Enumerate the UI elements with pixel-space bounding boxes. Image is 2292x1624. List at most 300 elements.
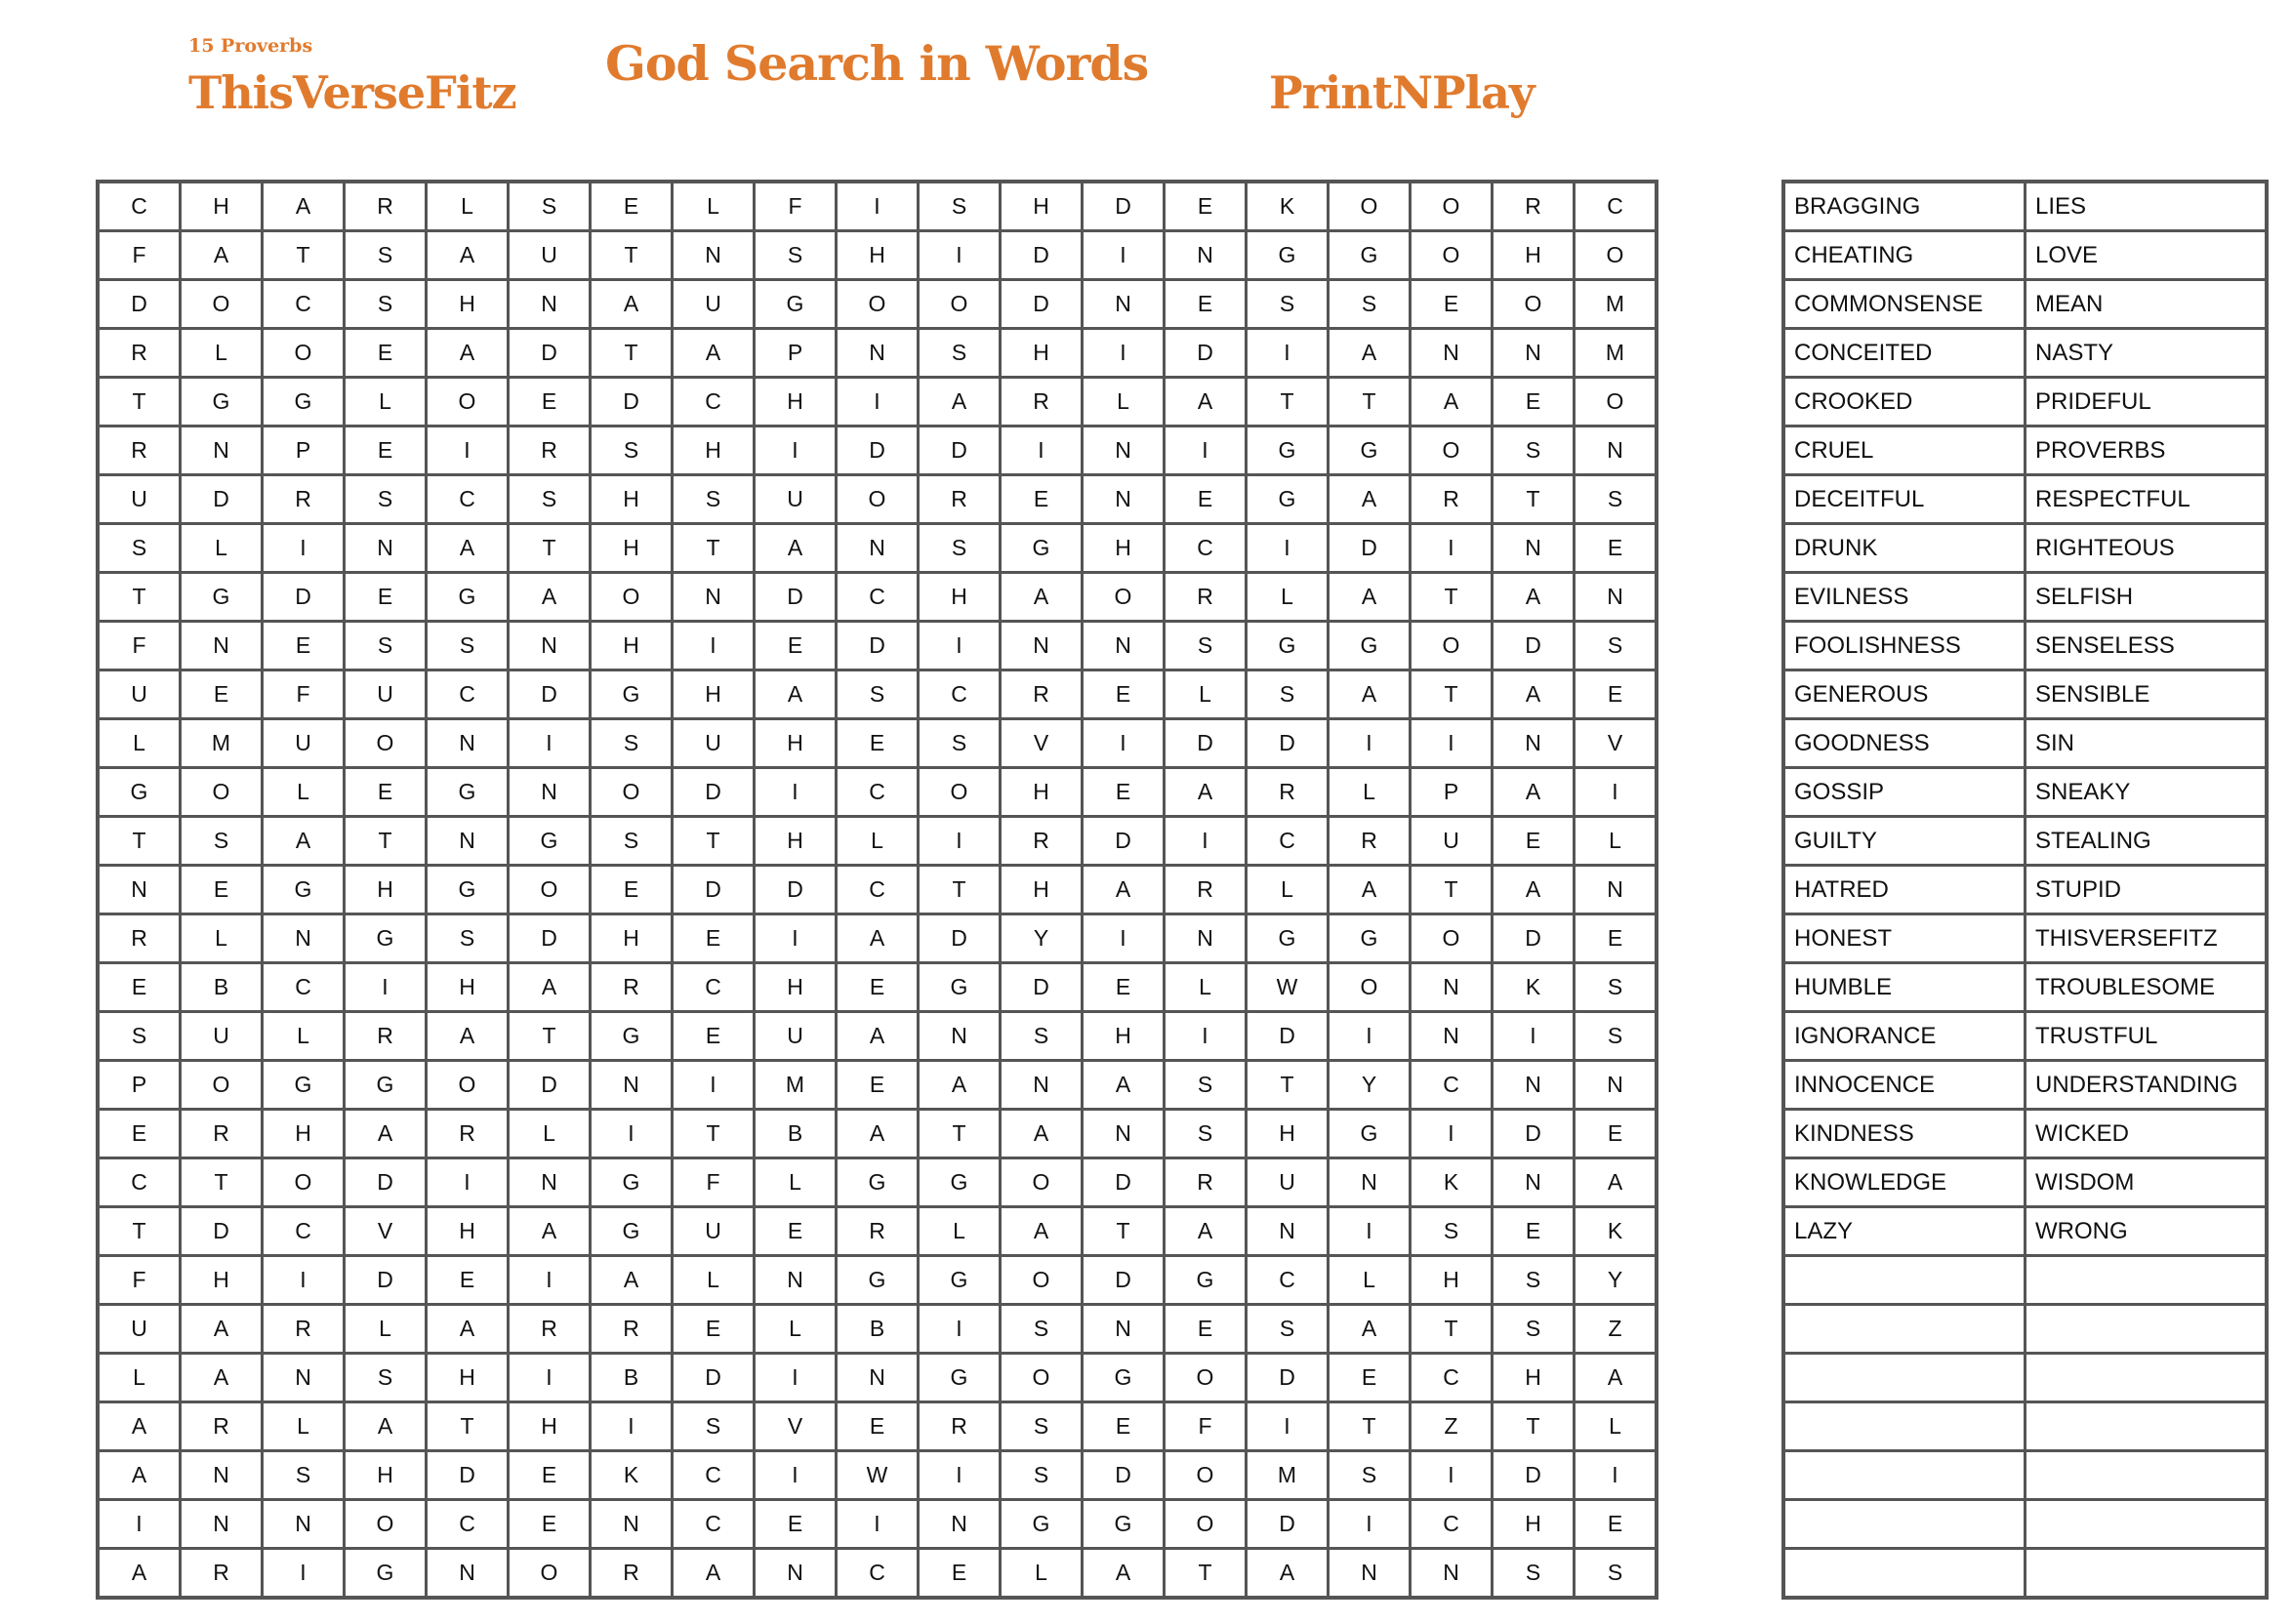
grid-cell[interactable]: I bbox=[1329, 1207, 1411, 1256]
grid-cell[interactable]: E bbox=[181, 670, 263, 719]
grid-cell[interactable]: I bbox=[1329, 1500, 1411, 1549]
grid-cell[interactable]: G bbox=[345, 1061, 427, 1110]
grid-cell[interactable]: E bbox=[1165, 280, 1247, 329]
grid-cell[interactable]: G bbox=[1247, 475, 1329, 524]
grid-cell[interactable]: O bbox=[509, 1549, 591, 1599]
grid-cell[interactable]: H bbox=[1083, 1012, 1165, 1061]
grid-cell[interactable]: S bbox=[1165, 1061, 1247, 1110]
grid-cell[interactable]: A bbox=[509, 573, 591, 622]
grid-cell[interactable]: T bbox=[1411, 670, 1493, 719]
grid-cell[interactable]: D bbox=[919, 914, 1001, 963]
grid-cell[interactable]: S bbox=[591, 817, 673, 866]
grid-cell[interactable]: W bbox=[837, 1451, 919, 1500]
grid-cell[interactable]: A bbox=[1165, 1207, 1247, 1256]
grid-cell[interactable]: U bbox=[1247, 1158, 1329, 1207]
grid-cell[interactable]: U bbox=[755, 1012, 837, 1061]
grid-cell[interactable]: N bbox=[919, 1012, 1001, 1061]
grid-cell[interactable]: N bbox=[427, 817, 509, 866]
grid-cell[interactable]: N bbox=[1329, 1158, 1411, 1207]
grid-cell[interactable]: I bbox=[837, 182, 919, 231]
grid-cell[interactable]: H bbox=[181, 182, 263, 231]
grid-cell[interactable]: A bbox=[345, 1402, 427, 1451]
grid-cell[interactable]: E bbox=[98, 963, 181, 1012]
grid-cell[interactable]: A bbox=[345, 1110, 427, 1158]
grid-cell[interactable]: D bbox=[345, 1158, 427, 1207]
grid-cell[interactable]: D bbox=[1247, 719, 1329, 768]
grid-cell[interactable]: D bbox=[509, 670, 591, 719]
grid-cell[interactable]: N bbox=[1165, 231, 1247, 280]
grid-cell[interactable]: I bbox=[1165, 817, 1247, 866]
grid-cell[interactable]: O bbox=[181, 1061, 263, 1110]
grid-cell[interactable]: O bbox=[1575, 378, 1658, 426]
grid-cell[interactable]: S bbox=[509, 182, 591, 231]
grid-cell[interactable]: N bbox=[509, 1158, 591, 1207]
grid-cell[interactable]: P bbox=[263, 426, 345, 475]
grid-cell[interactable]: T bbox=[1411, 573, 1493, 622]
grid-cell[interactable]: O bbox=[1493, 280, 1575, 329]
grid-cell[interactable]: G bbox=[1001, 1500, 1083, 1549]
grid-cell[interactable]: B bbox=[181, 963, 263, 1012]
grid-cell[interactable]: T bbox=[673, 1110, 755, 1158]
grid-cell[interactable]: L bbox=[1575, 1402, 1658, 1451]
grid-cell[interactable]: N bbox=[181, 1500, 263, 1549]
grid-cell[interactable]: N bbox=[1247, 1207, 1329, 1256]
grid-cell[interactable]: R bbox=[1411, 475, 1493, 524]
grid-cell[interactable]: A bbox=[509, 1207, 591, 1256]
grid-cell[interactable]: L bbox=[755, 1305, 837, 1354]
grid-cell[interactable]: E bbox=[1165, 1305, 1247, 1354]
grid-cell[interactable]: S bbox=[1575, 1549, 1658, 1599]
grid-cell[interactable]: G bbox=[1083, 1500, 1165, 1549]
grid-cell[interactable]: O bbox=[1575, 231, 1658, 280]
grid-cell[interactable]: E bbox=[1493, 1207, 1575, 1256]
grid-cell[interactable]: H bbox=[1493, 1500, 1575, 1549]
grid-cell[interactable]: N bbox=[509, 768, 591, 817]
grid-cell[interactable]: F bbox=[263, 670, 345, 719]
grid-cell[interactable]: S bbox=[1411, 1207, 1493, 1256]
grid-cell[interactable]: N bbox=[427, 719, 509, 768]
grid-cell[interactable]: I bbox=[98, 1500, 181, 1549]
grid-cell[interactable]: R bbox=[98, 329, 181, 378]
grid-cell[interactable]: D bbox=[1247, 1354, 1329, 1402]
grid-cell[interactable]: L bbox=[181, 329, 263, 378]
grid-cell[interactable]: N bbox=[1575, 866, 1658, 914]
grid-cell[interactable]: C bbox=[919, 670, 1001, 719]
grid-cell[interactable]: E bbox=[345, 329, 427, 378]
grid-cell[interactable]: L bbox=[1247, 573, 1329, 622]
grid-cell[interactable]: T bbox=[98, 378, 181, 426]
grid-cell[interactable]: T bbox=[98, 1207, 181, 1256]
grid-cell[interactable]: O bbox=[345, 1500, 427, 1549]
grid-cell[interactable]: S bbox=[1493, 426, 1575, 475]
grid-cell[interactable]: R bbox=[98, 914, 181, 963]
grid-cell[interactable]: O bbox=[591, 768, 673, 817]
grid-cell[interactable]: C bbox=[837, 866, 919, 914]
grid-cell[interactable]: G bbox=[427, 866, 509, 914]
grid-cell[interactable]: Z bbox=[1411, 1402, 1493, 1451]
grid-cell[interactable]: S bbox=[1493, 1549, 1575, 1599]
grid-cell[interactable]: S bbox=[345, 622, 427, 670]
grid-cell[interactable]: L bbox=[837, 817, 919, 866]
grid-cell[interactable]: E bbox=[755, 622, 837, 670]
grid-cell[interactable]: M bbox=[1575, 280, 1658, 329]
grid-cell[interactable]: H bbox=[1247, 1110, 1329, 1158]
grid-cell[interactable]: A bbox=[837, 1012, 919, 1061]
grid-cell[interactable]: I bbox=[345, 963, 427, 1012]
grid-cell[interactable]: I bbox=[1083, 231, 1165, 280]
grid-cell[interactable]: A bbox=[263, 817, 345, 866]
grid-cell[interactable]: L bbox=[98, 719, 181, 768]
grid-cell[interactable]: O bbox=[263, 329, 345, 378]
grid-cell[interactable]: O bbox=[509, 866, 591, 914]
grid-cell[interactable]: I bbox=[837, 1500, 919, 1549]
grid-cell[interactable]: A bbox=[1083, 866, 1165, 914]
grid-cell[interactable]: O bbox=[1411, 426, 1493, 475]
grid-cell[interactable]: D bbox=[427, 1451, 509, 1500]
grid-cell[interactable]: O bbox=[591, 573, 673, 622]
grid-cell[interactable]: R bbox=[1493, 182, 1575, 231]
grid-cell[interactable]: O bbox=[1083, 573, 1165, 622]
grid-cell[interactable]: E bbox=[509, 1500, 591, 1549]
grid-cell[interactable]: C bbox=[263, 1207, 345, 1256]
grid-cell[interactable]: A bbox=[1165, 378, 1247, 426]
grid-cell[interactable]: U bbox=[673, 280, 755, 329]
grid-cell[interactable]: N bbox=[509, 622, 591, 670]
grid-cell[interactable]: T bbox=[1247, 1061, 1329, 1110]
grid-cell[interactable]: G bbox=[1247, 622, 1329, 670]
grid-cell[interactable]: I bbox=[755, 1451, 837, 1500]
grid-cell[interactable]: N bbox=[1329, 1549, 1411, 1599]
grid-cell[interactable]: C bbox=[673, 963, 755, 1012]
grid-cell[interactable]: E bbox=[1083, 963, 1165, 1012]
grid-cell[interactable]: U bbox=[345, 670, 427, 719]
grid-cell[interactable]: R bbox=[263, 475, 345, 524]
grid-cell[interactable]: I bbox=[1247, 1402, 1329, 1451]
grid-cell[interactable]: C bbox=[263, 963, 345, 1012]
grid-cell[interactable]: T bbox=[1411, 866, 1493, 914]
grid-cell[interactable]: S bbox=[1165, 622, 1247, 670]
grid-cell[interactable]: E bbox=[837, 963, 919, 1012]
grid-cell[interactable]: N bbox=[591, 1500, 673, 1549]
grid-cell[interactable]: G bbox=[1329, 622, 1411, 670]
grid-cell[interactable]: M bbox=[1247, 1451, 1329, 1500]
grid-cell[interactable]: A bbox=[509, 963, 591, 1012]
grid-cell[interactable]: G bbox=[837, 1158, 919, 1207]
grid-cell[interactable]: T bbox=[673, 817, 755, 866]
grid-cell[interactable]: I bbox=[263, 524, 345, 573]
grid-cell[interactable]: A bbox=[1247, 1549, 1329, 1599]
grid-cell[interactable]: D bbox=[181, 1207, 263, 1256]
grid-cell[interactable]: A bbox=[98, 1402, 181, 1451]
grid-cell[interactable]: L bbox=[181, 914, 263, 963]
grid-cell[interactable]: H bbox=[591, 622, 673, 670]
grid-cell[interactable]: O bbox=[345, 719, 427, 768]
grid-cell[interactable]: D bbox=[1001, 280, 1083, 329]
grid-cell[interactable]: V bbox=[1001, 719, 1083, 768]
grid-cell[interactable]: H bbox=[1001, 182, 1083, 231]
grid-cell[interactable]: N bbox=[1083, 475, 1165, 524]
grid-cell[interactable]: A bbox=[98, 1451, 181, 1500]
grid-cell[interactable]: T bbox=[427, 1402, 509, 1451]
grid-cell[interactable]: I bbox=[919, 231, 1001, 280]
grid-cell[interactable]: I bbox=[1411, 1110, 1493, 1158]
grid-cell[interactable]: R bbox=[591, 963, 673, 1012]
grid-cell[interactable]: A bbox=[1493, 866, 1575, 914]
grid-cell[interactable]: B bbox=[591, 1354, 673, 1402]
grid-cell[interactable]: S bbox=[98, 1012, 181, 1061]
grid-cell[interactable]: C bbox=[1411, 1354, 1493, 1402]
grid-cell[interactable]: H bbox=[837, 231, 919, 280]
grid-cell[interactable]: O bbox=[181, 280, 263, 329]
grid-cell[interactable]: N bbox=[263, 1500, 345, 1549]
grid-cell[interactable]: S bbox=[1001, 1305, 1083, 1354]
grid-cell[interactable]: I bbox=[755, 426, 837, 475]
grid-cell[interactable]: E bbox=[1575, 1500, 1658, 1549]
grid-cell[interactable]: R bbox=[1165, 573, 1247, 622]
grid-cell[interactable]: D bbox=[1493, 914, 1575, 963]
grid-cell[interactable]: D bbox=[673, 866, 755, 914]
grid-cell[interactable]: T bbox=[1165, 1549, 1247, 1599]
grid-cell[interactable]: N bbox=[673, 231, 755, 280]
grid-cell[interactable]: S bbox=[1493, 1305, 1575, 1354]
grid-cell[interactable]: K bbox=[1575, 1207, 1658, 1256]
grid-cell[interactable]: R bbox=[181, 1110, 263, 1158]
grid-cell[interactable]: H bbox=[1001, 329, 1083, 378]
grid-cell[interactable]: T bbox=[1329, 1402, 1411, 1451]
grid-cell[interactable]: C bbox=[98, 1158, 181, 1207]
grid-cell[interactable]: H bbox=[427, 1207, 509, 1256]
grid-cell[interactable]: C bbox=[837, 1549, 919, 1599]
grid-cell[interactable]: H bbox=[345, 1451, 427, 1500]
grid-cell[interactable]: M bbox=[181, 719, 263, 768]
grid-cell[interactable]: T bbox=[263, 231, 345, 280]
grid-cell[interactable]: D bbox=[1083, 1256, 1165, 1305]
grid-cell[interactable]: C bbox=[673, 378, 755, 426]
grid-cell[interactable]: H bbox=[427, 1354, 509, 1402]
grid-cell[interactable]: L bbox=[427, 182, 509, 231]
grid-cell[interactable]: U bbox=[263, 719, 345, 768]
grid-cell[interactable]: S bbox=[919, 182, 1001, 231]
grid-cell[interactable]: W bbox=[1247, 963, 1329, 1012]
grid-cell[interactable]: G bbox=[509, 817, 591, 866]
grid-cell[interactable]: R bbox=[591, 1549, 673, 1599]
grid-cell[interactable]: N bbox=[1083, 622, 1165, 670]
grid-cell[interactable]: D bbox=[1493, 1110, 1575, 1158]
grid-cell[interactable]: D bbox=[755, 573, 837, 622]
grid-cell[interactable]: L bbox=[1083, 378, 1165, 426]
grid-cell[interactable]: T bbox=[98, 573, 181, 622]
grid-cell[interactable]: S bbox=[919, 329, 1001, 378]
grid-cell[interactable]: B bbox=[837, 1305, 919, 1354]
grid-cell[interactable]: E bbox=[345, 573, 427, 622]
grid-cell[interactable]: E bbox=[919, 1549, 1001, 1599]
grid-cell[interactable]: I bbox=[509, 1256, 591, 1305]
grid-cell[interactable]: U bbox=[98, 475, 181, 524]
grid-cell[interactable]: I bbox=[1247, 329, 1329, 378]
grid-cell[interactable]: G bbox=[919, 963, 1001, 1012]
grid-cell[interactable]: N bbox=[1083, 280, 1165, 329]
grid-cell[interactable]: E bbox=[98, 1110, 181, 1158]
grid-cell[interactable]: S bbox=[1001, 1451, 1083, 1500]
grid-cell[interactable]: D bbox=[1083, 1158, 1165, 1207]
grid-cell[interactable]: R bbox=[1247, 768, 1329, 817]
grid-cell[interactable]: L bbox=[1165, 963, 1247, 1012]
grid-cell[interactable]: D bbox=[98, 280, 181, 329]
grid-cell[interactable]: D bbox=[263, 573, 345, 622]
grid-cell[interactable]: A bbox=[1575, 1354, 1658, 1402]
grid-cell[interactable]: S bbox=[263, 1451, 345, 1500]
grid-cell[interactable]: K bbox=[591, 1451, 673, 1500]
grid-cell[interactable]: A bbox=[591, 280, 673, 329]
grid-cell[interactable]: S bbox=[673, 1402, 755, 1451]
grid-cell[interactable]: S bbox=[345, 231, 427, 280]
grid-cell[interactable]: T bbox=[673, 524, 755, 573]
grid-cell[interactable]: S bbox=[1165, 1110, 1247, 1158]
grid-cell[interactable]: C bbox=[1165, 524, 1247, 573]
grid-cell[interactable]: S bbox=[673, 475, 755, 524]
grid-cell[interactable]: D bbox=[509, 1061, 591, 1110]
grid-cell[interactable]: G bbox=[263, 1061, 345, 1110]
grid-cell[interactable]: R bbox=[1165, 866, 1247, 914]
grid-cell[interactable]: D bbox=[837, 622, 919, 670]
grid-cell[interactable]: K bbox=[1493, 963, 1575, 1012]
grid-cell[interactable]: L bbox=[755, 1158, 837, 1207]
grid-cell[interactable]: S bbox=[1329, 1451, 1411, 1500]
grid-cell[interactable]: P bbox=[755, 329, 837, 378]
grid-cell[interactable]: I bbox=[1165, 1012, 1247, 1061]
grid-cell[interactable]: I bbox=[919, 1451, 1001, 1500]
grid-cell[interactable]: A bbox=[919, 1061, 1001, 1110]
grid-cell[interactable]: O bbox=[427, 378, 509, 426]
grid-cell[interactable]: L bbox=[98, 1354, 181, 1402]
grid-cell[interactable]: H bbox=[591, 475, 673, 524]
grid-cell[interactable]: I bbox=[591, 1402, 673, 1451]
grid-cell[interactable]: C bbox=[1411, 1500, 1493, 1549]
grid-cell[interactable]: A bbox=[1329, 1305, 1411, 1354]
grid-cell[interactable]: N bbox=[1411, 1549, 1493, 1599]
grid-cell[interactable]: S bbox=[1575, 1012, 1658, 1061]
grid-cell[interactable]: D bbox=[1247, 1012, 1329, 1061]
grid-cell[interactable]: A bbox=[1493, 573, 1575, 622]
grid-cell[interactable]: N bbox=[509, 280, 591, 329]
grid-cell[interactable]: G bbox=[1329, 231, 1411, 280]
grid-cell[interactable]: D bbox=[1083, 817, 1165, 866]
grid-cell[interactable]: T bbox=[1329, 378, 1411, 426]
grid-cell[interactable]: G bbox=[919, 1158, 1001, 1207]
grid-cell[interactable]: D bbox=[509, 914, 591, 963]
grid-cell[interactable]: H bbox=[181, 1256, 263, 1305]
grid-cell[interactable]: R bbox=[1001, 670, 1083, 719]
grid-cell[interactable]: E bbox=[509, 1451, 591, 1500]
grid-cell[interactable]: S bbox=[98, 524, 181, 573]
grid-cell[interactable]: A bbox=[427, 329, 509, 378]
grid-cell[interactable]: T bbox=[509, 1012, 591, 1061]
grid-cell[interactable]: H bbox=[673, 426, 755, 475]
grid-cell[interactable]: L bbox=[509, 1110, 591, 1158]
grid-cell[interactable]: A bbox=[591, 1256, 673, 1305]
grid-cell[interactable]: G bbox=[181, 573, 263, 622]
grid-cell[interactable]: A bbox=[1329, 475, 1411, 524]
grid-cell[interactable]: O bbox=[1165, 1354, 1247, 1402]
grid-cell[interactable]: E bbox=[755, 1500, 837, 1549]
grid-cell[interactable]: H bbox=[755, 378, 837, 426]
grid-cell[interactable]: P bbox=[98, 1061, 181, 1110]
grid-cell[interactable]: N bbox=[1493, 524, 1575, 573]
grid-cell[interactable]: G bbox=[1165, 1256, 1247, 1305]
grid-cell[interactable]: T bbox=[1083, 1207, 1165, 1256]
grid-cell[interactable]: S bbox=[1575, 475, 1658, 524]
grid-cell[interactable]: E bbox=[591, 866, 673, 914]
grid-cell[interactable]: S bbox=[345, 475, 427, 524]
grid-cell[interactable]: G bbox=[263, 378, 345, 426]
grid-cell[interactable]: M bbox=[1575, 329, 1658, 378]
grid-cell[interactable]: N bbox=[263, 914, 345, 963]
grid-cell[interactable]: C bbox=[673, 1451, 755, 1500]
grid-cell[interactable]: H bbox=[1493, 231, 1575, 280]
grid-cell[interactable]: T bbox=[1247, 378, 1329, 426]
grid-cell[interactable]: I bbox=[1329, 1012, 1411, 1061]
grid-cell[interactable]: H bbox=[345, 866, 427, 914]
grid-cell[interactable]: R bbox=[345, 1012, 427, 1061]
grid-cell[interactable]: I bbox=[263, 1549, 345, 1599]
grid-cell[interactable]: U bbox=[181, 1012, 263, 1061]
grid-cell[interactable]: K bbox=[1411, 1158, 1493, 1207]
grid-cell[interactable]: N bbox=[1493, 329, 1575, 378]
grid-cell[interactable]: A bbox=[1329, 329, 1411, 378]
grid-cell[interactable]: O bbox=[1001, 1256, 1083, 1305]
grid-cell[interactable]: G bbox=[591, 670, 673, 719]
grid-cell[interactable]: A bbox=[181, 1354, 263, 1402]
grid-cell[interactable]: S bbox=[427, 622, 509, 670]
grid-cell[interactable]: O bbox=[1411, 182, 1493, 231]
grid-cell[interactable]: L bbox=[263, 1402, 345, 1451]
grid-cell[interactable]: G bbox=[591, 1158, 673, 1207]
grid-cell[interactable]: E bbox=[837, 719, 919, 768]
grid-cell[interactable]: G bbox=[755, 280, 837, 329]
grid-cell[interactable]: L bbox=[263, 1012, 345, 1061]
grid-cell[interactable]: S bbox=[1247, 670, 1329, 719]
grid-cell[interactable]: D bbox=[1165, 329, 1247, 378]
grid-cell[interactable]: N bbox=[919, 1500, 1001, 1549]
grid-cell[interactable]: H bbox=[755, 719, 837, 768]
grid-cell[interactable]: E bbox=[673, 1012, 755, 1061]
grid-cell[interactable]: T bbox=[591, 329, 673, 378]
grid-cell[interactable]: A bbox=[755, 670, 837, 719]
grid-cell[interactable]: I bbox=[509, 719, 591, 768]
grid-cell[interactable]: I bbox=[1083, 329, 1165, 378]
grid-cell[interactable]: Y bbox=[1575, 1256, 1658, 1305]
grid-cell[interactable]: L bbox=[1247, 866, 1329, 914]
grid-cell[interactable]: D bbox=[919, 426, 1001, 475]
grid-cell[interactable]: A bbox=[427, 1012, 509, 1061]
grid-cell[interactable]: F bbox=[98, 231, 181, 280]
grid-cell[interactable]: T bbox=[345, 817, 427, 866]
grid-cell[interactable]: A bbox=[263, 182, 345, 231]
grid-cell[interactable]: E bbox=[1493, 817, 1575, 866]
grid-cell[interactable]: G bbox=[427, 573, 509, 622]
grid-cell[interactable]: Y bbox=[1329, 1061, 1411, 1110]
grid-cell[interactable]: A bbox=[1493, 768, 1575, 817]
grid-cell[interactable]: A bbox=[1329, 573, 1411, 622]
grid-cell[interactable]: L bbox=[673, 1256, 755, 1305]
grid-cell[interactable]: G bbox=[345, 1549, 427, 1599]
grid-cell[interactable]: A bbox=[673, 329, 755, 378]
grid-cell[interactable]: H bbox=[1493, 1354, 1575, 1402]
grid-cell[interactable]: R bbox=[1001, 378, 1083, 426]
grid-cell[interactable]: C bbox=[1247, 817, 1329, 866]
grid-cell[interactable]: I bbox=[263, 1256, 345, 1305]
grid-cell[interactable]: I bbox=[1329, 719, 1411, 768]
